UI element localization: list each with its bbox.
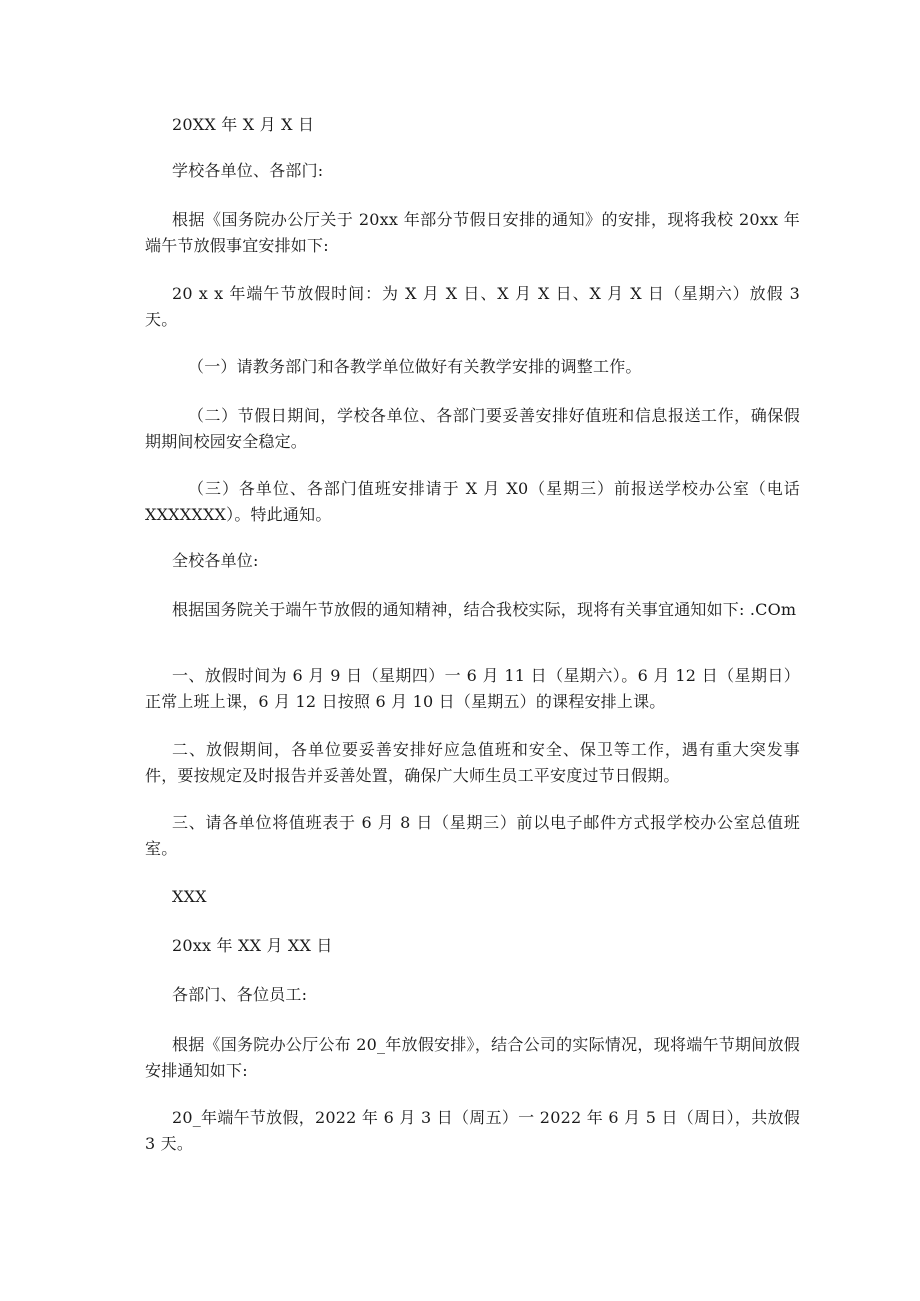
body-paragraph: 根据《国务院办公厅公布 20_年放假安排》，结合公司的实际情况，现将端午节期间放假安排通知如下: <box>145 1035 800 1080</box>
list-item: （三）各单位、各部门值班安排请于 X 月 X0（星期三）前报送学校办公室（电话 XXXXXXX）。特此通知。 <box>145 479 800 524</box>
list-item: （一）请教务部门和各教学单位做好有关教学安排的调整工作。 <box>188 357 642 376</box>
list-item: 一、放假时间为 6 月 9 日（星期四）一 6 月 11 日（星期六）。6 月 12 日（星期日）正常上班上课，6 月 12 日按照 6 月 10 日（星期五）的课程安排上课。 <box>145 666 800 711</box>
date-line: 20XX 年 X 月 X 日 <box>172 115 315 134</box>
salutation: 学校各单位、各部门: <box>172 161 324 180</box>
list-item: 三、请各单位将值班表于 6 月 8 日（星期三）前以电子邮件方式报学校办公室总值班室。 <box>145 813 800 858</box>
salutation: 各部门、各位员工: <box>172 985 308 1004</box>
body-paragraph: 20 x x 年端午节放假时间：为 X 月 X 日、X 月 X 日、X 月 X 日（星期六）放假 3 天。 <box>145 284 800 329</box>
body-paragraph: 20_年端午节放假，2022 年 6 月 3 日（周五）一 2022 年 6 月 5 日（周日），共放假 3 天。 <box>145 1108 800 1153</box>
date-line: 20xx 年 XX 月 XX 日 <box>172 936 333 955</box>
body-paragraph: 根据国务院关于端午节放假的通知精神，结合我校实际，现将有关事宜通知如下: .COm <box>172 600 797 619</box>
signature-line: XXX <box>172 887 207 906</box>
salutation: 全校各单位: <box>172 551 259 570</box>
body-paragraph: 根据《国务院办公厅关于 20xx 年部分节假日安排的通知》的安排，现将我校 20xx 年端午节放假事宜安排如下: <box>145 210 800 255</box>
list-item: 二、放假期间，各单位要妥善安排好应急值班和安全、保卫等工作，遇有重大突发事件，要按规定及时报告并妥善处置，确保广大师生员工平安度过节日假期。 <box>145 740 800 785</box>
list-item: （二）节假日期间，学校各单位、各部门要妥善安排好值班和信息报送工作，确保假期期间校园安全稳定。 <box>145 406 800 451</box>
